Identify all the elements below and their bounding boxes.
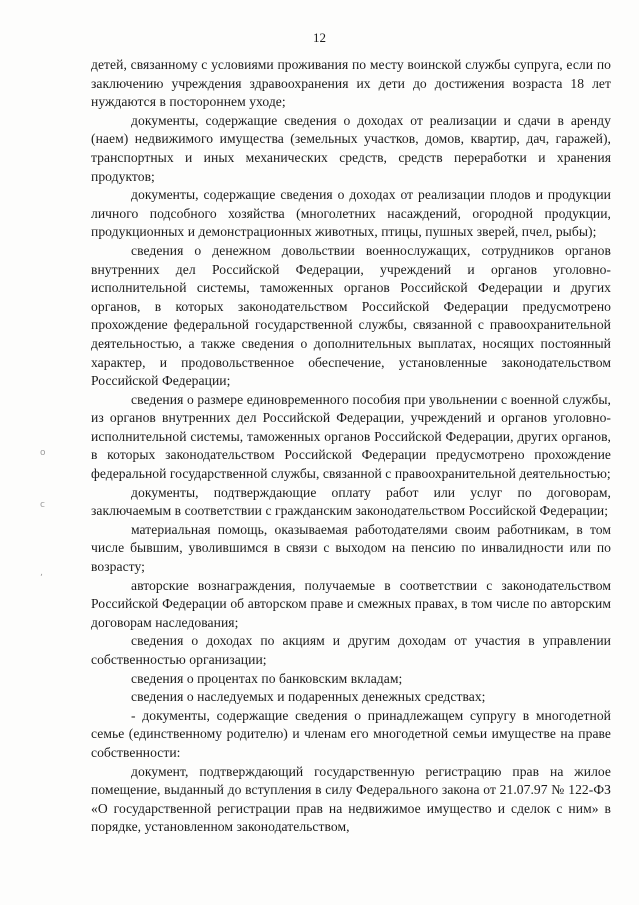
margin-mark: о [40, 448, 46, 458]
margin-mark: ‚ [40, 568, 43, 578]
paragraph: материальная помощь, оказываемая работодателями своим работникам, в том числе бывшим, уволившимся в связи с выходом на пенсию по инвалидности или по возрасту; [91, 521, 611, 575]
paragraph: сведения о процентах по банковским вкладам; [131, 670, 403, 686]
margin-scan-marks [40, 0, 60, 905]
paragraph: авторские вознаграждения, получаемые в соответствии с законодательством Российской Федерации об авторском праве и смежных правах, в том числе по авторским договорам наследования; [91, 577, 611, 630]
paragraph: документы, содержащие сведения о доходах от реализации плодов и продукции личного подсобного хозяйства (многолетних насаждений, огородной продукции, продукционных и демонстрационных животных, птицы, пушных зверей, пчел, рыбы); [91, 187, 611, 240]
paragraph: сведения о наследуемых и подаренных денежных средствах; [131, 689, 486, 705]
paragraph: документы, содержащие сведения о доходах от реализации и сдачи в аренду (наем) недвижимого имущества (земельных участков, домов, квартир, дач, гаражей), транспортных и иных механических средств, средств переработки и хранения продуктов; [91, 112, 611, 184]
paragraph: сведения о размере единовременного пособия при увольнении с военной службы, из органов внутренних дел Российской Федерации, учреждений и органов уголовно-исполнительной системы, таможенных органов Российской Федерации, других органов, в которых законодательством Российской Федерации предусмотрено прохождение федеральной государственной службы, связанной с правоохранительной деятельностью; [91, 391, 611, 482]
paragraph: детей, связанному с условиями проживания по месту воинской службы супруга, если по заключению учреждения здравоохранения их дети до достижения возраста 18 лет нуждаются в постороннем уходе; [91, 57, 611, 110]
paragraph: сведения о денежном довольствии военнослужащих, сотрудников органов внутренних дел Российской Федерации, учреждений и органов уголовно-исполнительной системы, таможенных органов Российской Федерации и других органов, в которых законодательством Российской Федерации предусмотрено прохождение федеральной государственной службы, связанной с правоохранительной деятельностью, а также сведения о дополнительных выплатах, носящих постоянный характер, и продовольственное обеспечение, установленные законодательством Российской Федерации; [91, 242, 611, 389]
paragraph: - документы, содержащие сведения о принадлежащем супругу в многодетной семье (единственному родителю) и членам его многодетной семьи имуществе на праве собственности: [91, 707, 611, 760]
margin-mark: с [40, 500, 45, 510]
paragraph: сведения о доходах по акциям и другим доходам от участия в управлении собственностью организации; [91, 633, 611, 667]
document-body [91, 56, 611, 837]
paragraph: документ, подтверждающий государственную регистрацию прав на жилое помещение, выданный до вступления в силу Федерального закона от 21.07.97 № 122-ФЗ «О государственной регистрации прав на недвижимое имущество и сделок с ним» в порядке, установленном законодательством, [91, 763, 611, 835]
page-number: 12 [313, 30, 326, 45]
paragraph: документы, подтверждающие оплату работ или услуг по договорам, заключаемым в соответствии с гражданским законодательством Российской Федерации; [91, 484, 611, 519]
